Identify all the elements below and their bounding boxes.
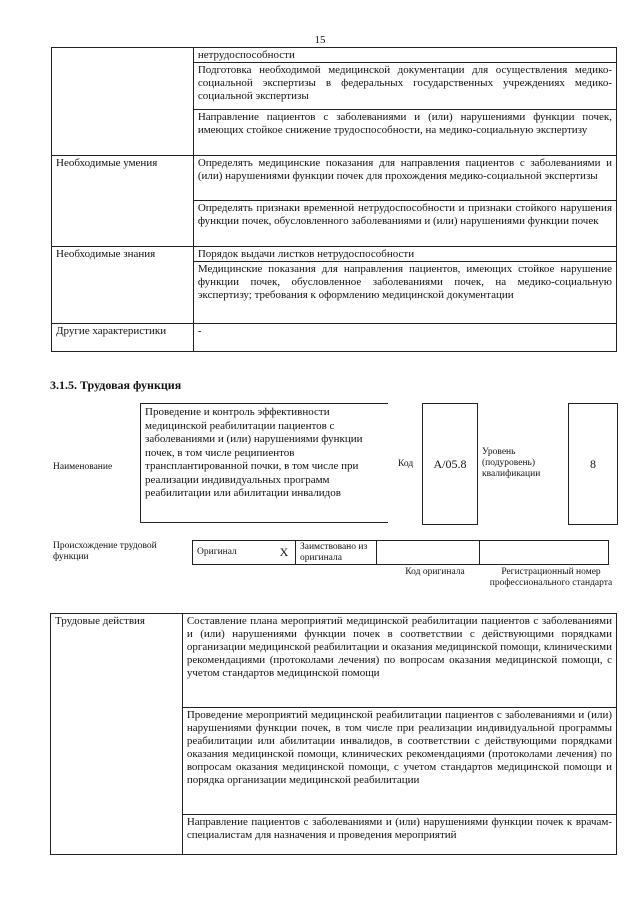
table-row (51, 614, 617, 708)
table-row (52, 48, 617, 63)
reg-number-caption: Регистрационный номер профессионального стандарта (489, 567, 613, 588)
row-content: - (193, 324, 616, 352)
row-label: Необходимые умения (52, 156, 194, 247)
table-row (52, 247, 617, 262)
section-title: 3.1.5. Трудовая функция (50, 378, 182, 392)
row-label (52, 48, 194, 156)
level-label: Уровень (подуровень) квалификации (482, 447, 541, 479)
reg-number-cell (480, 541, 609, 565)
function-name: Проведение и контроль эффективности медицинской реабилитации пациентов с заболеваниями и (или) нарушениями функции почек, в том числе реципиентов трансплантированной почки, в том числе при реализации индивидуальных программ реабилитации или абилитации инвалидов (145, 406, 363, 499)
code-original-cell (377, 541, 480, 565)
level-box (568, 403, 618, 525)
actions-table (50, 613, 617, 855)
table-row (52, 324, 617, 352)
actions-label: Трудовые действия (51, 614, 183, 855)
name-label: Наименование (53, 462, 113, 472)
function-name-box (140, 403, 388, 523)
code-label: Код (398, 459, 414, 469)
row-label: Необходимые знания (52, 247, 194, 324)
origin-table (192, 540, 609, 565)
row-content: Медицинские показания для направления пациентов, имеющих стойкое нарушение функции почек, обусловленное заболеваниями почек, на медико-социальную экспертизу; требования к оформлению медицинской документации (193, 262, 616, 324)
action-item: Направление пациентов с заболеваниями и (или) нарушениями функции почек к врачам-специалистам для назначения и проведения мероприятий (182, 815, 616, 855)
row-content: нетрудоспособности (193, 48, 616, 63)
action-item: Составление плана мероприятий медицинской реабилитации пациентов с заболеваниями и (или) нарушениями функции почек в соответствии с действующими порядками организации медицинской реабилитации и оказания медицинской помощи, клиническими рекомендациями (протоколами лечения) по вопросам оказания медицинской помощи, с учетом стандартов медицинской помощи (182, 614, 616, 708)
original-mark: X (273, 541, 296, 565)
skills-knowledge-table (51, 47, 617, 352)
code-box (422, 403, 478, 525)
row-content: Определять признаки временной нетрудоспособности и признаки стойкого нарушения функции почек, обусловленного заболеваниями и (или) нарушениями функции почек (193, 201, 616, 247)
row-content: Подготовка необходимой медицинской документации для осуществления медико-социальной экспертизы в федеральных государственных учреждениях медико-социальной экспертизы (193, 63, 616, 110)
page-number: 15 (314, 34, 326, 46)
row-content: Порядок выдачи листков нетрудоспособности (193, 247, 616, 262)
row-content: Определять медицинские показания для направления пациентов с заболеваниями и (или) нарушениями функции почек для прохождения медико-социальной экспертизы (193, 156, 616, 201)
code-value: A/05.8 (433, 456, 467, 471)
origin-label: Происхождение трудовой функции (53, 541, 157, 562)
level-value: 8 (590, 456, 596, 471)
table-row (52, 156, 617, 201)
row-content: Направление пациентов с заболеваниями и (или) нарушениями функции почек, имеющих стойкое снижение трудоспособности, на медико-социальную экспертизу (193, 110, 616, 156)
original-label: Оригинал (193, 541, 274, 565)
borrowed-label: Заимствовано из оригинала (296, 541, 377, 565)
row-label: Другие характеристики (52, 324, 194, 352)
action-item: Проведение мероприятий медицинской реабилитации пациентов с заболеваниями и (или) нарушениями функции почек, в том числе при реализации индивидуальной программы реабилитации или абилитации инвалидов, в соответствии с действующими порядками оказания медицинской помощи, клинических рекомендациями (протоколами лечения) по вопросам оказания медицинской помощи, с учетом стандартов медицинской помощи и порядка организации медицинской реабилитации (182, 708, 616, 815)
code-original-caption: Код оригинала (405, 567, 465, 577)
